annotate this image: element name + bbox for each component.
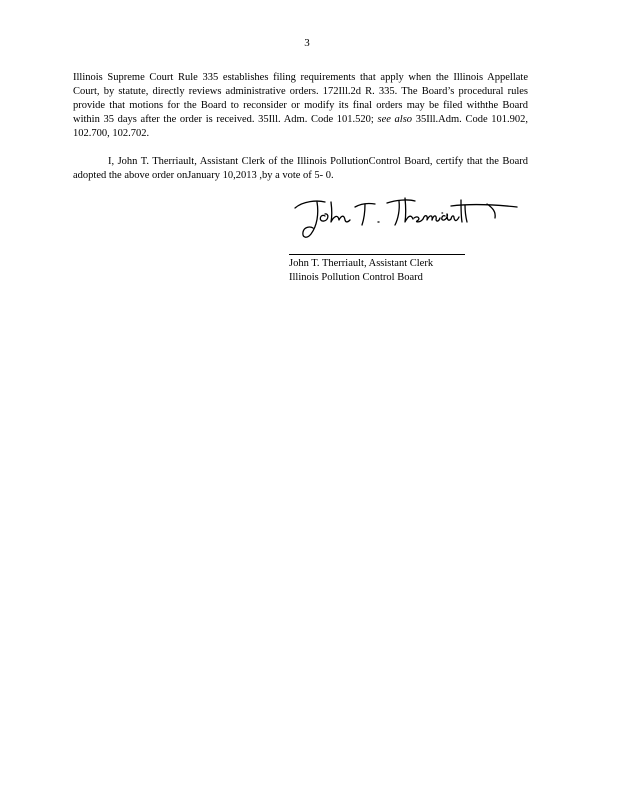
signature-line bbox=[289, 254, 465, 255]
appeal-rights-text: Illinois Supreme Court Rule 335 establishes filing requirements that apply when the Illinois Appellate Court, by statute, directly reviews administrative orders. 172Ill.2d R. 335. The Board’s procedural rules provide that motions for the Board to reconsider or modify its final orders may be filed withthe Board within 35 days after the order is received. 35Ill. Adm. Code 101.520; bbox=[73, 72, 528, 125]
signatory-organization: Illinois Pollution Control Board bbox=[289, 272, 423, 283]
signatory-name-title: John T. Therriault, Assistant Clerk bbox=[289, 258, 434, 269]
signature-block bbox=[289, 257, 433, 285]
page-number: 3 bbox=[304, 37, 310, 49]
see-also-signal: see also bbox=[377, 114, 413, 125]
appeal-rights-paragraph bbox=[73, 71, 528, 141]
appeal-rights-citations: 35Ill.Adm. Code 101.902, 102.700, 102.702. bbox=[73, 114, 529, 139]
handwritten-signature bbox=[289, 192, 529, 242]
certification-paragraph: I, John T. Therriault, Assistant Clerk of the Illinois PollutionControl Board, certify that the Board adopted the above order onJanuary 10,2013 ,by a vote of 5- 0. bbox=[73, 156, 528, 181]
